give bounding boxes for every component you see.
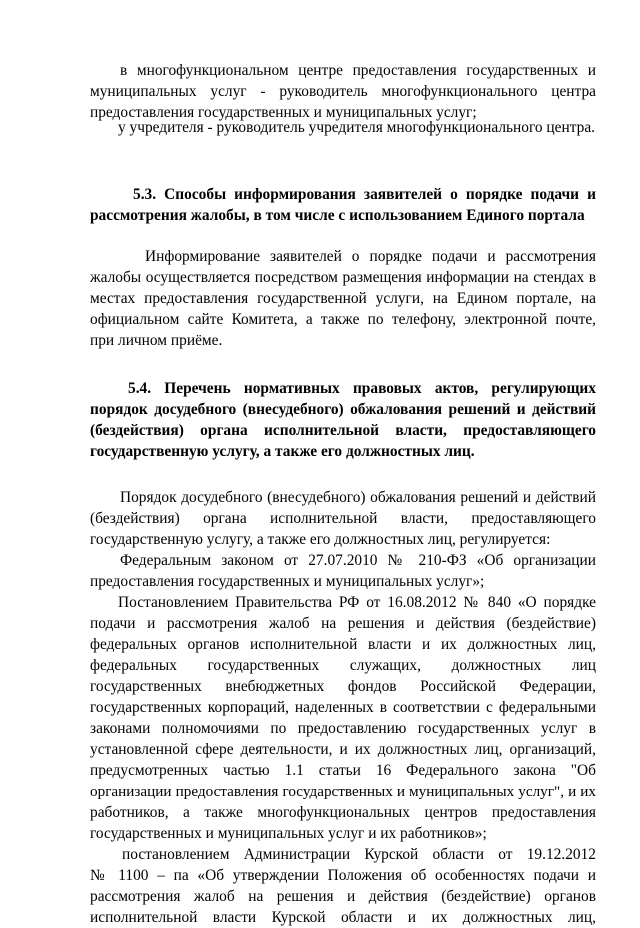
heading-line: 5.3. Способы информирования заявителей о порядке подачи и xyxy=(133,186,596,203)
text-line: постановлением Администрации Курской области от 19.12.2012 xyxy=(122,846,596,863)
text-line: федеральных государственных служащих, должностных лиц xyxy=(90,657,596,674)
text-line: установленной сфере деятельности, и их должностных лиц, организаций, xyxy=(90,741,596,758)
text-line: работников, а также многофункциональных центров предоставления xyxy=(90,804,596,821)
text-line: предоставления государственных и муниципальных услуг; xyxy=(90,104,477,121)
text-line: организации предоставления государственных и муниципальных услуг", и их xyxy=(90,783,596,800)
text-line: (бездействия) органа исполнительной власти, предоставляющего xyxy=(90,510,596,527)
heading-line: государственную услугу, а также его должностных лиц. xyxy=(90,443,475,460)
text-line: федеральных органов исполнительной власти и их должностных лиц, xyxy=(90,636,596,653)
text-line: Федеральным законом от 27.07.2010 № 210-ФЗ «Об организации xyxy=(120,552,596,569)
text-line: рассмотрения жалоб на решения и действия (бездействие) органов xyxy=(90,888,596,905)
text-line: подачи и рассмотрения жалоб на решения и действия (бездействие) xyxy=(90,615,596,632)
text-line: у учредителя - руководитель учредителя многофункционального центра. xyxy=(118,119,596,136)
heading-line: (бездействия) органа исполнительной власти, предоставляющего xyxy=(90,422,596,439)
text-line: официальном сайте Комитета, а также по телефону, электронной почте, xyxy=(90,311,596,328)
text-line: государственную услугу, а также его должностных лиц, регулируется: xyxy=(90,531,551,548)
text-line: при личном приёме. xyxy=(90,332,223,349)
text-line: в многофункциональном центре предоставления государственных и xyxy=(120,62,596,79)
text-line: государственных корпораций, наделенных в соответствии с федеральными xyxy=(90,699,596,716)
text-line: государственных внебюджетных фондов Российской Федерации, xyxy=(90,678,596,695)
text-line: законами полномочиями по предоставлению государственных услуг в xyxy=(90,720,596,737)
text-line: Информирование заявителей о порядке подачи и рассмотрения xyxy=(145,248,596,265)
heading-line: рассмотрения жалобы, в том числе с использованием Единого портала xyxy=(90,207,585,224)
text-line: муниципальных услуг - руководитель многофункционального центра xyxy=(90,83,596,100)
text-line: Порядок досудебного (внесудебного) обжалования решений и действий xyxy=(120,489,596,506)
heading-line: порядок досудебного (внесудебного) обжалования решений и действий xyxy=(90,401,596,418)
text-line: исполнительной власти Курской области и их должностных лиц, xyxy=(90,909,596,926)
text-line: жалобы осуществляется посредством размещения информации на стендах в xyxy=(90,269,596,286)
text-line: местах предоставления государственной услуги, на Едином портале, на xyxy=(90,290,596,307)
text-line: Постановлением Правительства РФ от 16.08.2012 № 840 «О порядке xyxy=(118,594,596,611)
text-line: государственных и муниципальных услуг и их работников»; xyxy=(90,825,487,842)
text-line: № 1100 – па «Об утверждении Положения об особенностях подачи и xyxy=(90,867,596,884)
text-line: предусмотренных частью 1.1 статьи 16 Федерального закона "Об xyxy=(90,762,596,779)
text-line: предоставления государственных и муниципальных услуг»; xyxy=(90,573,485,590)
heading-line: 5.4. Перечень нормативных правовых актов, регулирующих xyxy=(128,380,596,397)
